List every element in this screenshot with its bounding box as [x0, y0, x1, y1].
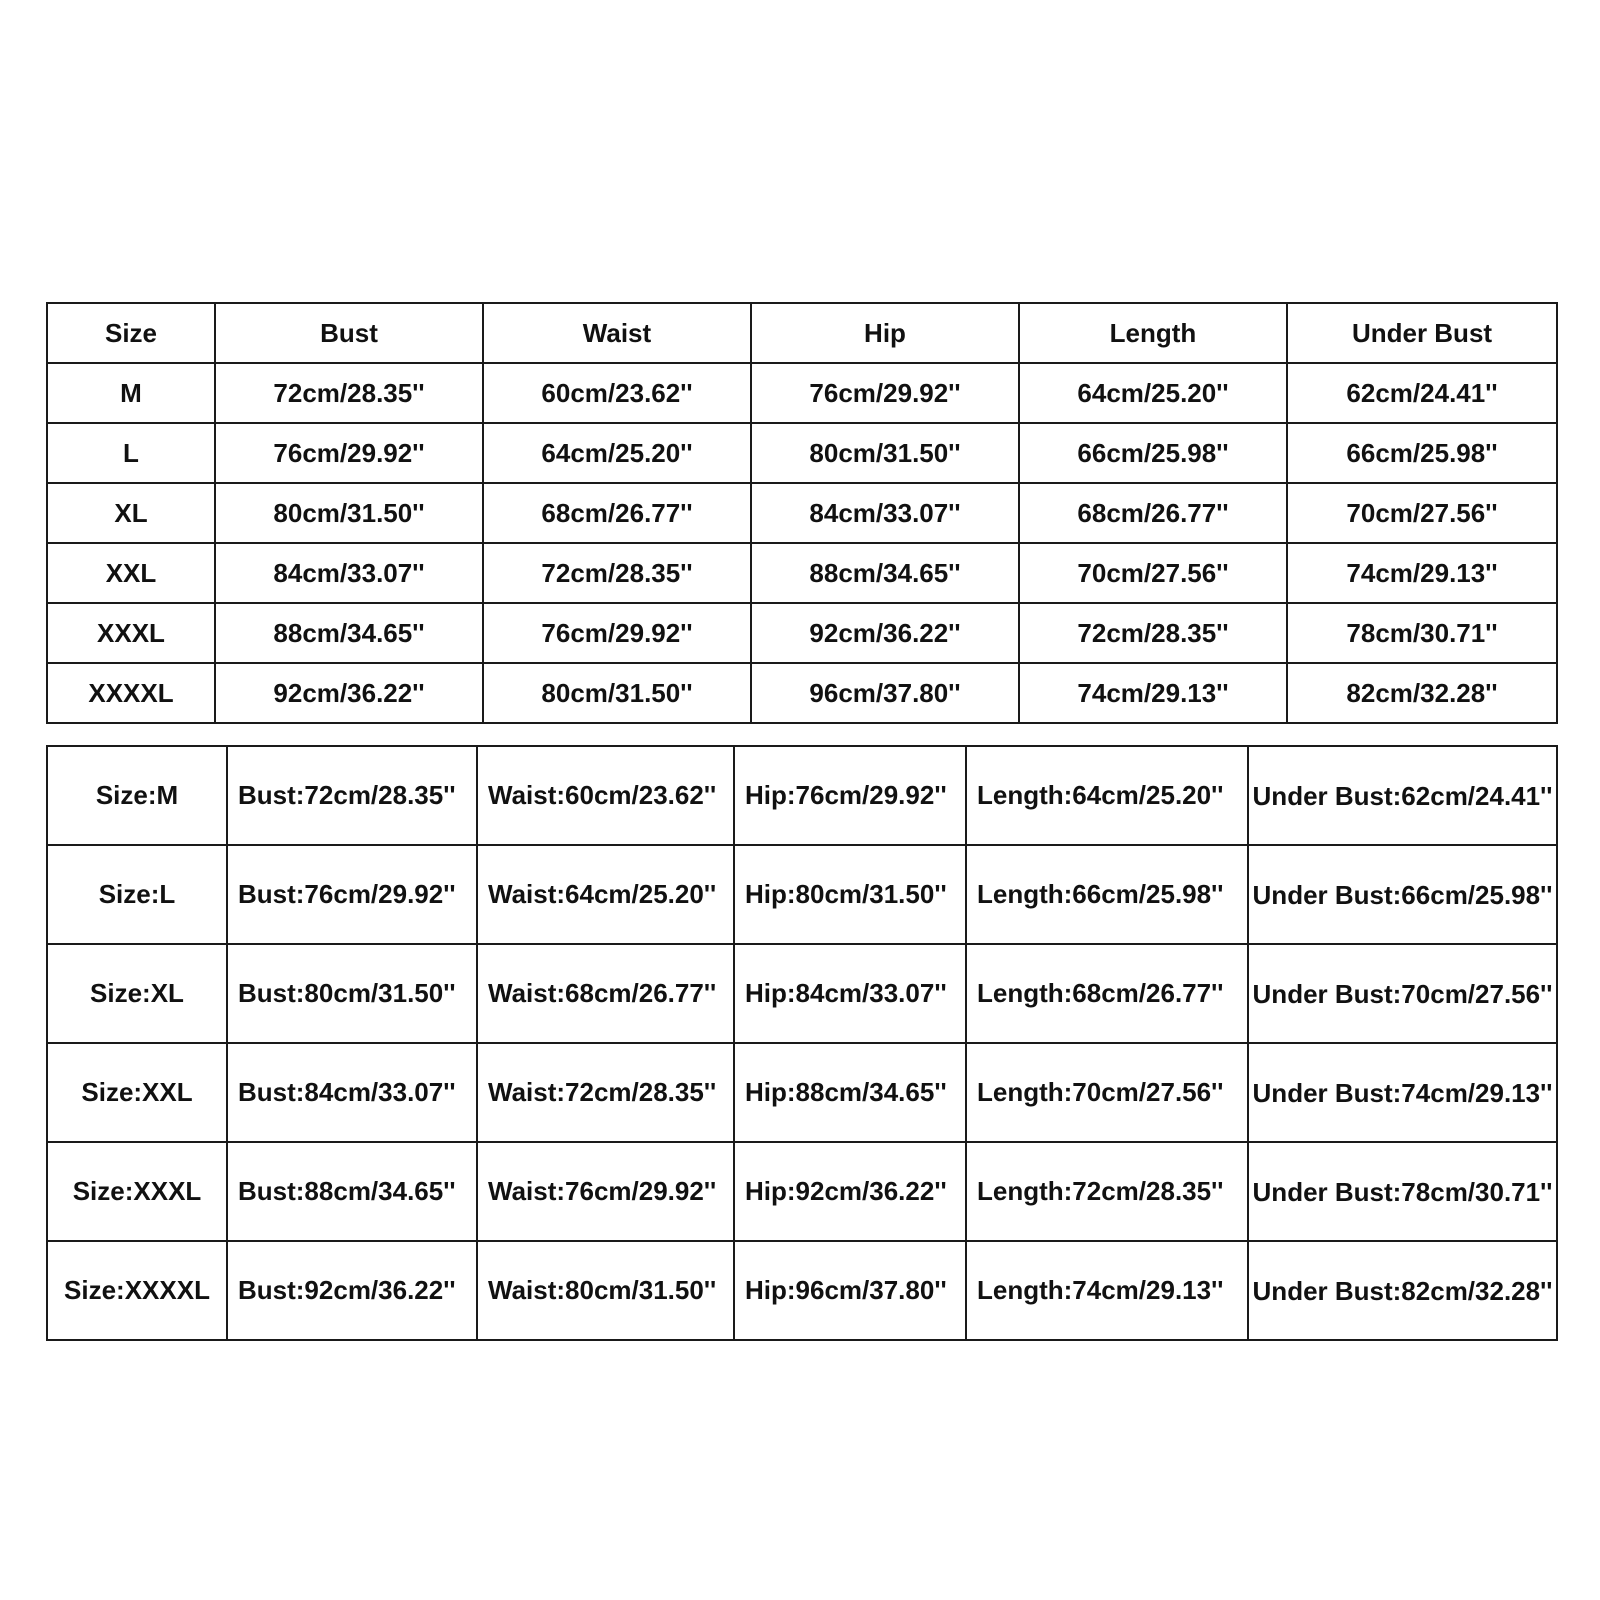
cell-bust: Bust:84cm/33.07'': [227, 1043, 477, 1142]
cell-hip: 92cm/36.22'': [751, 603, 1019, 663]
cell-bust: 80cm/31.50'': [215, 483, 483, 543]
cell-waist: 76cm/29.92'': [483, 603, 751, 663]
cell-under-bust: 66cm/25.98'': [1287, 423, 1557, 483]
cell-length: 64cm/25.20'': [1019, 363, 1287, 423]
size-detail-table: [46, 745, 1558, 1341]
cell-hip: Hip:88cm/34.65'': [734, 1043, 966, 1142]
cell-under-bust: Under Bust:82cm/32.28'': [1248, 1241, 1557, 1340]
cell-bust: 92cm/36.22'': [215, 663, 483, 723]
cell-bust: 84cm/33.07'': [215, 543, 483, 603]
cell-length: Length:74cm/29.13'': [966, 1241, 1248, 1340]
header-waist: Waist: [483, 303, 751, 363]
cell-hip: Hip:84cm/33.07'': [734, 944, 966, 1043]
cell-length: Length:64cm/25.20'': [966, 746, 1248, 845]
cell-bust: Bust:88cm/34.65'': [227, 1142, 477, 1241]
size-chart-table: [46, 302, 1558, 724]
cell-hip: 84cm/33.07'': [751, 483, 1019, 543]
cell-under-bust: 62cm/24.41'': [1287, 363, 1557, 423]
cell-size: L: [47, 423, 215, 483]
cell-waist: Waist:72cm/28.35'': [477, 1043, 734, 1142]
header-length: Length: [1019, 303, 1287, 363]
table-row: [47, 663, 1557, 723]
table-row: [47, 603, 1557, 663]
cell-hip: Hip:96cm/37.80'': [734, 1241, 966, 1340]
cell-bust: Bust:72cm/28.35'': [227, 746, 477, 845]
cell-length: 70cm/27.56'': [1019, 543, 1287, 603]
cell-waist: 68cm/26.77'': [483, 483, 751, 543]
cell-size: Size:XXXXL: [47, 1241, 227, 1340]
cell-hip: 80cm/31.50'': [751, 423, 1019, 483]
cell-hip: 88cm/34.65'': [751, 543, 1019, 603]
table-row: [47, 483, 1557, 543]
cell-length: 66cm/25.98'': [1019, 423, 1287, 483]
cell-waist: Waist:64cm/25.20'': [477, 845, 734, 944]
header-hip: Hip: [751, 303, 1019, 363]
cell-length: 68cm/26.77'': [1019, 483, 1287, 543]
cell-length: 72cm/28.35'': [1019, 603, 1287, 663]
cell-length: Length:70cm/27.56'': [966, 1043, 1248, 1142]
cell-bust: Bust:92cm/36.22'': [227, 1241, 477, 1340]
cell-size: XL: [47, 483, 215, 543]
cell-waist: 72cm/28.35'': [483, 543, 751, 603]
cell-under-bust: 70cm/27.56'': [1287, 483, 1557, 543]
cell-under-bust: Under Bust:62cm/24.41'': [1248, 746, 1557, 845]
table-row: [47, 423, 1557, 483]
table-row: [47, 363, 1557, 423]
header-bust: Bust: [215, 303, 483, 363]
cell-under-bust: Under Bust:66cm/25.98'': [1248, 845, 1557, 944]
cell-size: M: [47, 363, 215, 423]
cell-size: XXXL: [47, 603, 215, 663]
cell-bust: 88cm/34.65'': [215, 603, 483, 663]
cell-hip: Hip:80cm/31.50'': [734, 845, 966, 944]
cell-size: Size:XXL: [47, 1043, 227, 1142]
cell-hip: Hip:76cm/29.92'': [734, 746, 966, 845]
table-row: [47, 1142, 1557, 1241]
table-row: [47, 1043, 1557, 1142]
header-under-bust: Under Bust: [1287, 303, 1557, 363]
cell-size: Size:M: [47, 746, 227, 845]
table-row: [47, 1241, 1557, 1340]
table-row: [47, 845, 1557, 944]
cell-under-bust: Under Bust:70cm/27.56'': [1248, 944, 1557, 1043]
cell-under-bust: 82cm/32.28'': [1287, 663, 1557, 723]
cell-length: Length:66cm/25.98'': [966, 845, 1248, 944]
table-row: [47, 543, 1557, 603]
cell-size: Size:L: [47, 845, 227, 944]
cell-waist: 80cm/31.50'': [483, 663, 751, 723]
cell-waist: Waist:60cm/23.62'': [477, 746, 734, 845]
cell-bust: 76cm/29.92'': [215, 423, 483, 483]
cell-length: Length:68cm/26.77'': [966, 944, 1248, 1043]
cell-length: 74cm/29.13'': [1019, 663, 1287, 723]
cell-bust: Bust:80cm/31.50'': [227, 944, 477, 1043]
cell-waist: Waist:76cm/29.92'': [477, 1142, 734, 1241]
cell-bust: 72cm/28.35'': [215, 363, 483, 423]
cell-waist: Waist:80cm/31.50'': [477, 1241, 734, 1340]
cell-under-bust: Under Bust:78cm/30.71'': [1248, 1142, 1557, 1241]
cell-hip: 76cm/29.92'': [751, 363, 1019, 423]
cell-size: XXL: [47, 543, 215, 603]
cell-size: Size:XL: [47, 944, 227, 1043]
cell-length: Length:72cm/28.35'': [966, 1142, 1248, 1241]
cell-waist: 64cm/25.20'': [483, 423, 751, 483]
cell-size: XXXXL: [47, 663, 215, 723]
cell-waist: 60cm/23.62'': [483, 363, 751, 423]
cell-bust: Bust:76cm/29.92'': [227, 845, 477, 944]
cell-hip: 96cm/37.80'': [751, 663, 1019, 723]
cell-hip: Hip:92cm/36.22'': [734, 1142, 966, 1241]
cell-size: Size:XXXL: [47, 1142, 227, 1241]
header-size: Size: [47, 303, 215, 363]
cell-waist: Waist:68cm/26.77'': [477, 944, 734, 1043]
table-row: [47, 944, 1557, 1043]
table-row: [47, 746, 1557, 845]
cell-under-bust: Under Bust:74cm/29.13'': [1248, 1043, 1557, 1142]
cell-under-bust: 78cm/30.71'': [1287, 603, 1557, 663]
table-header-row: [47, 303, 1557, 363]
cell-under-bust: 74cm/29.13'': [1287, 543, 1557, 603]
